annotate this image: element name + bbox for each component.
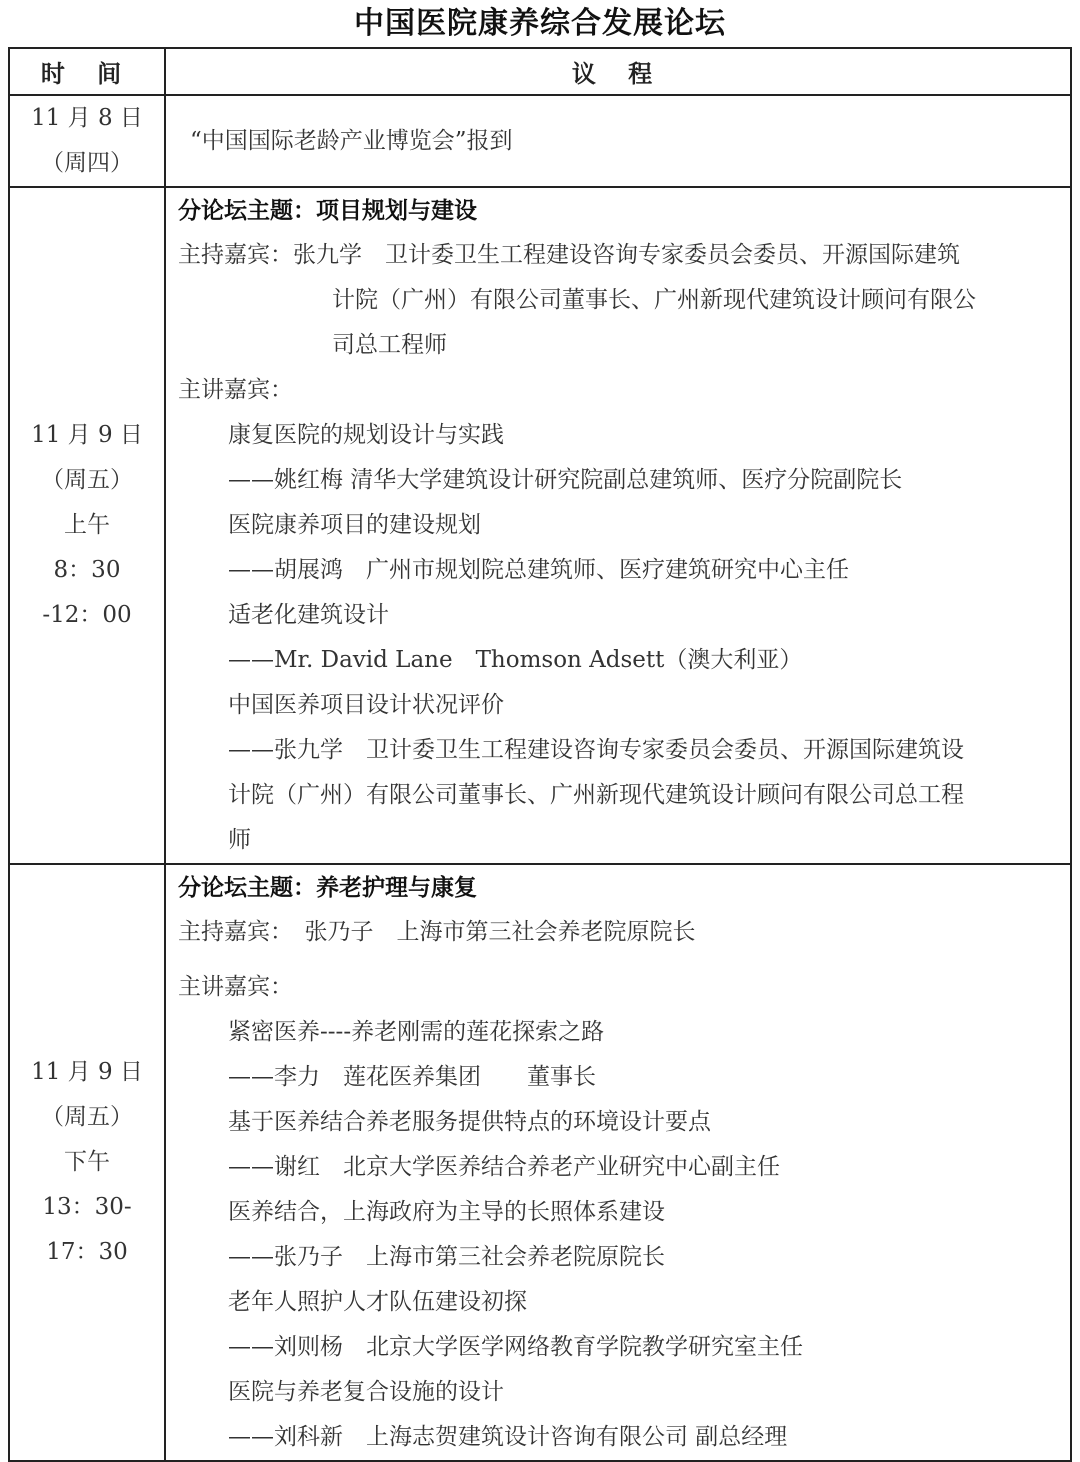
talk-speaker: ——Mr. David Lane Thomson Adsett（澳大利亚）	[228, 647, 803, 673]
agenda-table	[8, 47, 1072, 1462]
talk-title: 适老化建筑设计	[228, 602, 389, 628]
talk-speaker: ——胡展鸿 广州市规划院总建筑师、医疗建筑研究中心主任	[228, 557, 849, 583]
speakers-label: 主讲嘉宾：	[178, 974, 293, 1000]
agenda-cell	[165, 187, 1071, 864]
talk-title: 中国医养项目设计状况评价	[228, 692, 504, 718]
talk-speaker: ——李力 莲花医养集团 董事长	[228, 1064, 596, 1090]
host-line-cont: 计院（广州）有限公司董事长、广州新现代建筑设计顾问有限公	[332, 287, 976, 313]
time-start: 8：30	[53, 557, 121, 583]
talk-title: 医养结合，上海政府为主导的长照体系建设	[228, 1199, 665, 1225]
time-end: -12：00	[42, 602, 132, 628]
time-weekday: （周五）	[41, 467, 133, 493]
talk-speaker: ——张乃子 上海市第三社会养老院原院长	[228, 1244, 665, 1270]
agenda-cell	[165, 864, 1071, 1461]
forum-theme: 分论坛主题：项目规划与建设	[178, 197, 477, 224]
time-end: 17：30	[46, 1239, 128, 1265]
table-header-row	[9, 48, 1071, 95]
talk-speaker: ——刘科新 上海志贺建筑设计咨询有限公司 副总经理	[228, 1424, 788, 1450]
time-date: 11 月 9 日	[31, 1059, 143, 1085]
talk-title: 基于医养结合养老服务提供特点的环境设计要点	[228, 1109, 711, 1135]
host-line-cont: 司总工程师	[332, 332, 447, 358]
talk-title: 康复医院的规划设计与实践	[228, 422, 504, 448]
time-weekday: （周四）	[41, 150, 133, 176]
host-line: 主持嘉宾： 张乃子 上海市第三社会养老院原院长	[178, 919, 696, 945]
spacer	[178, 955, 1070, 965]
table-row	[9, 864, 1071, 1461]
time-start: 13：30-	[42, 1194, 132, 1220]
speakers-label: 主讲嘉宾：	[178, 377, 293, 403]
time-period: 上午	[64, 512, 110, 538]
time-cell	[9, 95, 165, 187]
talk-speaker: ——张九学 卫计委卫生工程建设咨询专家委员会委员、开源国际建筑设	[228, 737, 964, 763]
talk-title: 紧密医养----养老刚需的莲花探索之路	[228, 1019, 605, 1045]
header-time: 时 间	[9, 48, 165, 95]
talk-speaker: ——刘则杨 北京大学医学网络教育学院教学研究室主任	[228, 1334, 803, 1360]
host-line: 主持嘉宾：张九学 卫计委卫生工程建设咨询专家委员会委员、开源国际建筑	[178, 242, 960, 268]
agenda-line: “中国国际老龄产业博览会”报到	[190, 127, 513, 154]
talk-title: 医院与养老复合设施的设计	[228, 1379, 504, 1405]
agenda-cell	[165, 95, 1071, 187]
talk-speaker: ——姚红梅 清华大学建筑设计研究院副总建筑师、医疗分院副院长	[228, 467, 903, 493]
table-row	[9, 187, 1071, 864]
time-date: 11 月 8 日	[31, 105, 143, 131]
time-weekday: （周五）	[41, 1104, 133, 1130]
time-date: 11 月 9 日	[31, 422, 143, 448]
time-period: 下午	[64, 1149, 110, 1175]
talk-title: 医院康养项目的建设规划	[228, 512, 481, 538]
talk-speaker: ——谢红 北京大学医养结合养老产业研究中心副主任	[228, 1154, 780, 1180]
talk-title: 老年人照护人才队伍建设初探	[228, 1289, 527, 1315]
talk-speaker-cont: 计院（广州）有限公司董事长、广州新现代建筑设计顾问有限公司总工程	[228, 782, 964, 808]
time-cell	[9, 187, 165, 864]
header-agenda: 议 程	[165, 48, 1071, 95]
forum-theme: 分论坛主题：养老护理与康复	[178, 874, 477, 901]
page-title: 中国医院康养综合发展论坛	[354, 6, 726, 41]
table-row	[9, 95, 1071, 187]
talk-speaker-cont: 师	[228, 827, 251, 853]
time-cell	[9, 864, 165, 1461]
